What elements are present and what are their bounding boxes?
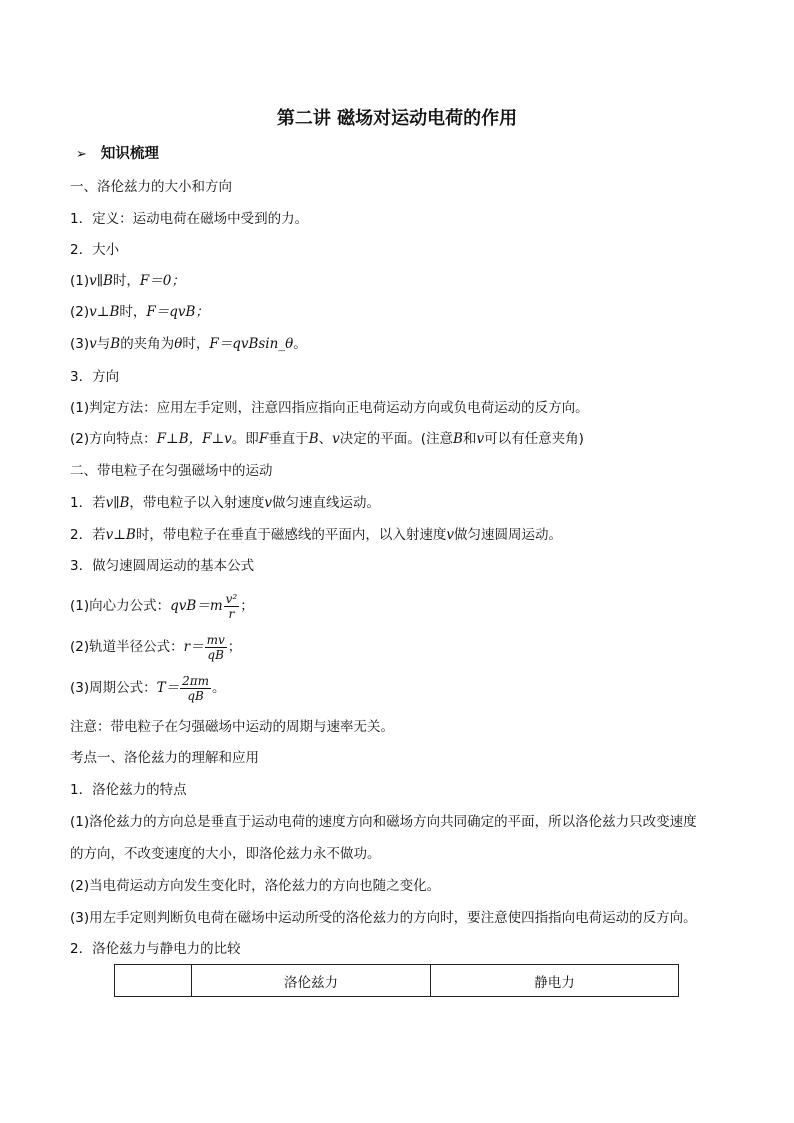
text: 做匀速直线运动。 bbox=[272, 495, 381, 511]
text: ，带电粒子以入射速度 bbox=[129, 495, 265, 511]
motion-perpendicular bbox=[70, 526, 562, 544]
text: (1)向心力公式： bbox=[70, 598, 171, 614]
denominator: qB bbox=[187, 688, 204, 703]
comparison-table bbox=[114, 964, 679, 997]
formula: F＝qvBsin_θ bbox=[209, 336, 294, 352]
comparison-heading: 2．洛伦兹力与静电力的比较 bbox=[70, 941, 241, 957]
formula-period bbox=[70, 673, 226, 703]
formula-var: B bbox=[453, 431, 463, 447]
text: 2．若 bbox=[70, 527, 106, 543]
formula-var: B bbox=[308, 431, 319, 447]
text: ； bbox=[240, 598, 254, 614]
direction-heading: 3．方向 bbox=[70, 369, 120, 385]
formula-var: B bbox=[110, 336, 121, 352]
text: 时，带电粒子在垂直于磁感线的平面内，以入射速度 bbox=[135, 527, 447, 543]
formula-var: v bbox=[476, 431, 485, 447]
table-header-cell: 洛伦兹力 bbox=[192, 965, 431, 997]
note-line: 注意：带电粒子在匀强磁场中运动的周期与速率无关。 bbox=[70, 719, 394, 735]
formula-var: v bbox=[89, 336, 97, 352]
formula-var: θ bbox=[174, 336, 183, 352]
text: (2)方向特点： bbox=[70, 431, 157, 447]
topic-heading: 考点一、洛伦兹力的理解和应用 bbox=[70, 750, 259, 766]
case-text: 与 bbox=[96, 336, 111, 352]
case-text: 时， bbox=[182, 336, 210, 352]
text: (2)轨道半径公式： bbox=[70, 639, 184, 655]
section-heading bbox=[76, 145, 159, 164]
arrowhead-bullet-icon: ➢ bbox=[76, 147, 87, 162]
case-label: (2) bbox=[70, 304, 90, 320]
formula-var: v bbox=[446, 527, 454, 543]
formula-var: v∥B bbox=[89, 273, 113, 289]
magnitude-heading: 2．大小 bbox=[70, 242, 120, 258]
formula: qvB＝m bbox=[170, 598, 223, 614]
direction-features bbox=[70, 430, 584, 448]
case-text: 。 bbox=[293, 336, 307, 352]
denominator: qB bbox=[207, 647, 224, 662]
case-label: (3) bbox=[70, 336, 90, 352]
formula: F＝0； bbox=[139, 273, 185, 289]
formula: F⊥B，F⊥v bbox=[156, 431, 232, 447]
denominator: r bbox=[228, 606, 235, 621]
heading-lorentz-force: 一、洛伦兹力的大小和方向 bbox=[70, 179, 232, 195]
formula-var: v∥B bbox=[105, 495, 130, 511]
paragraph-1b: 的方向，不改变速度的大小，即洛伦兹力永不做功。 bbox=[70, 846, 381, 862]
formula: r＝ bbox=[183, 639, 204, 655]
text: 1．若 bbox=[70, 495, 106, 511]
case-text: 时， bbox=[119, 304, 147, 320]
table-header-row bbox=[115, 965, 679, 997]
text: 做匀速圆周运动。 bbox=[453, 527, 562, 543]
text: ； bbox=[227, 639, 242, 655]
section-heading-text: 知识梳理 bbox=[100, 146, 159, 162]
motion-parallel bbox=[70, 494, 380, 512]
formula-var: v⊥B bbox=[105, 527, 136, 543]
formula-radius bbox=[70, 632, 241, 662]
text: 决定的平面。(注意 bbox=[339, 431, 454, 447]
text: 可以有任意夹角) bbox=[484, 431, 584, 447]
definition-line: 1．定义：运动电荷在磁场中受到的力。 bbox=[70, 211, 309, 227]
text: (3)周期公式： bbox=[70, 680, 157, 696]
numerator: 2πm bbox=[182, 673, 210, 688]
page-title: 第二讲 磁场对运动电荷的作用 bbox=[276, 108, 518, 129]
fraction bbox=[224, 592, 240, 621]
paragraph-3: (3)用左手定则判断负电荷在磁场中运动所受的洛伦兹力的方向时，要注意使四指指向电荷运动的反方向。 bbox=[70, 910, 697, 926]
features-heading: 1．洛伦兹力的特点 bbox=[70, 782, 187, 798]
text: 。即 bbox=[231, 431, 259, 447]
table-header-cell: 静电力 bbox=[431, 965, 679, 997]
heading-motion: 二、带电粒子在匀强磁场中的运动 bbox=[70, 463, 273, 479]
fraction bbox=[205, 633, 227, 662]
formula-centripetal bbox=[70, 591, 254, 621]
formula-var: v bbox=[264, 495, 273, 511]
fraction bbox=[180, 674, 211, 703]
formula: T＝ bbox=[156, 680, 180, 696]
case-perpendicular bbox=[70, 303, 209, 321]
numerator: mv bbox=[206, 632, 225, 647]
case-angle bbox=[70, 335, 307, 353]
text: 垂直于 bbox=[268, 431, 309, 447]
table-header-cell bbox=[115, 965, 192, 997]
case-parallel bbox=[70, 272, 185, 290]
formula: F＝qvB； bbox=[146, 304, 209, 320]
formula-var: v⊥B bbox=[89, 304, 120, 320]
case-text: 时， bbox=[112, 273, 140, 289]
case-label: (1) bbox=[70, 273, 90, 289]
formulas-heading: 3．做匀速圆周运动的基本公式 bbox=[70, 558, 255, 574]
text: 、 bbox=[318, 431, 333, 447]
formula-var: v bbox=[332, 431, 340, 447]
formula-var: F bbox=[258, 431, 269, 447]
direction-rule: (1)判定方法：应用左手定则，注意四指应指向正电荷运动方向或负电荷运动的反方向。 bbox=[70, 400, 589, 416]
text: 和 bbox=[462, 431, 477, 447]
case-text: 的夹角为 bbox=[120, 336, 175, 352]
paragraph-1a: (1)洛伦兹力的方向总是垂直于运动电荷的速度方向和磁场方向共同确定的平面，所以洛伦兹力只改变速度 bbox=[70, 814, 697, 830]
numerator: v² bbox=[225, 591, 238, 606]
text: 。 bbox=[212, 680, 226, 696]
paragraph-2: (2)当电荷运动方向发生变化时，洛伦兹力的方向也随之变化。 bbox=[70, 878, 441, 894]
